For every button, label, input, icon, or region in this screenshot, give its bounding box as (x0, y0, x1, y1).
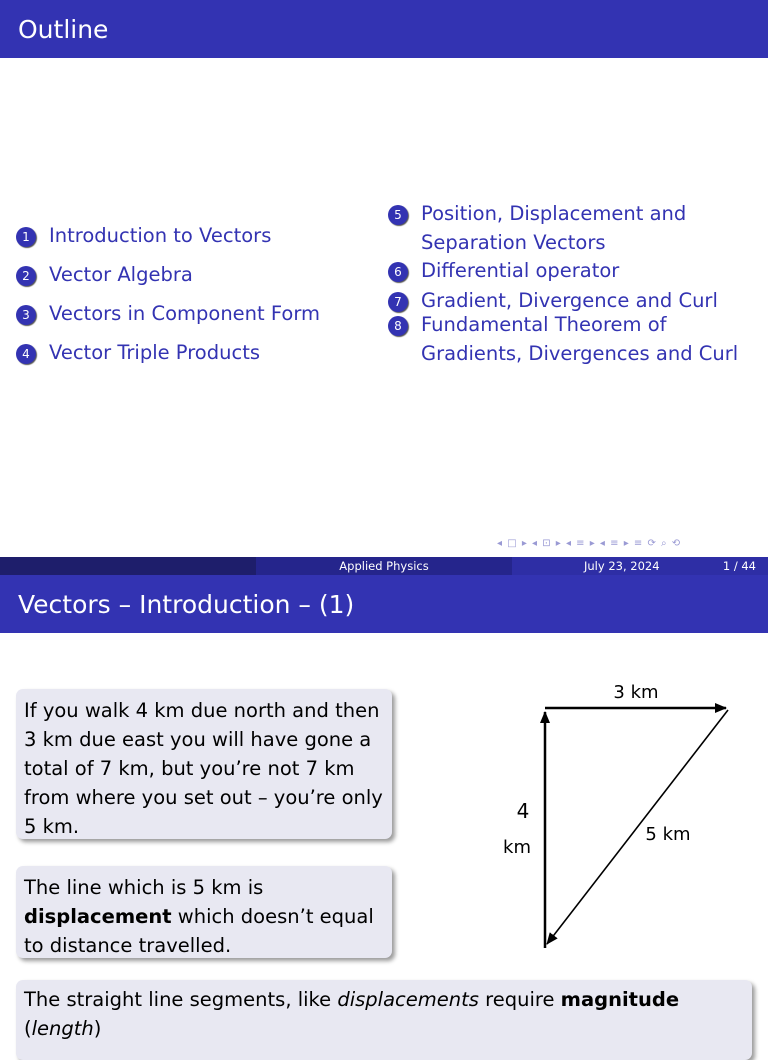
block-text-fragment: The straight line segments, like (24, 988, 338, 1011)
footer-center-section (256, 557, 512, 575)
block-text-fragment: which doesn’t equal (171, 905, 374, 928)
block-text-line: from where you set out – you’re only (24, 786, 383, 809)
block-text-fragment: ( (24, 1017, 32, 1040)
toc-item-line2: Gradients, Divergences and Curl (421, 342, 739, 365)
toc-number-badge: 1 (16, 227, 36, 247)
block-text-line: 3 km due east you will have gone a (24, 728, 372, 751)
toc-number-badge: 6 (388, 262, 408, 282)
block-text-line: 5 km. (24, 815, 80, 838)
label-km: km (503, 837, 531, 858)
beamer-navigation-icons[interactable]: ◂ □ ▸ ◂ ⊡ ▸ ◂ ≡ ▸ ◂ ≡ ▸ ≡ ⟳ ⌕ ⟲ (497, 538, 682, 549)
toc-item-4[interactable] (16, 341, 260, 367)
toc-item-label: Introduction to Vectors (49, 224, 272, 247)
toc-number-badge: 5 (388, 205, 408, 225)
toc-item-label: Differential operator (421, 259, 620, 282)
toc-number-badge: 2 (16, 266, 36, 286)
toc-item-2[interactable] (16, 263, 193, 289)
toc-number-badge: 8 (388, 316, 408, 336)
footer-left-section (0, 557, 256, 575)
label-5km: 5 km (645, 824, 691, 845)
block-text-fragment: ) (93, 1017, 102, 1040)
slide-title-outline (0, 0, 768, 58)
toc-item-label (421, 199, 686, 257)
footer-date: July 23, 2024 (584, 559, 660, 573)
slide-footer (0, 557, 768, 575)
toc-item-line1: Fundamental Theorem of (421, 313, 667, 336)
block-text-line: If you walk 4 km due north and then (24, 699, 380, 722)
block-text-line: to distance travelled. (24, 934, 232, 957)
toc-item-label: Vector Algebra (49, 263, 193, 286)
toc-item-1[interactable] (16, 224, 271, 250)
block-text-line: The line which is 5 km is (24, 876, 264, 899)
slide-title-vectors-intro (0, 575, 768, 633)
slide-title-text: Outline (18, 14, 109, 44)
block-text-line: total of 7 km, but you’re not 7 km (24, 757, 355, 780)
displacement-triangle-diagram (490, 670, 760, 960)
footer-page-number: 1 / 44 (722, 559, 756, 573)
toc-item-label (421, 310, 738, 368)
italic-term-length: length (31, 1017, 94, 1040)
toc-item-line1: Position, Displacement and (421, 202, 687, 225)
label-3km: 3 km (613, 682, 659, 703)
toc-number-badge: 7 (388, 292, 408, 312)
toc-item-6[interactable] (388, 259, 619, 285)
bold-term-displacement: displacement (24, 905, 172, 928)
footer-right-section (512, 557, 768, 575)
toc-item-label: Vector Triple Products (49, 341, 261, 364)
displacement-arrow (547, 710, 728, 944)
toc-item-8[interactable] (388, 313, 738, 368)
displacement-block (16, 866, 392, 958)
toc-item-3[interactable] (16, 302, 320, 328)
toc-item-5[interactable] (388, 202, 686, 257)
block-text-fragment: require (478, 988, 561, 1011)
slide-title-text: Vectors – Introduction – (1) (18, 589, 355, 619)
toc-number-badge: 3 (16, 305, 36, 325)
label-4: 4 (516, 799, 530, 823)
toc-item-line2: Separation Vectors (421, 231, 606, 254)
magnitude-direction-block (16, 980, 752, 1060)
toc-number-badge: 4 (16, 344, 36, 364)
example-block-walk (16, 689, 392, 839)
toc-item-label: Vectors in Component Form (49, 302, 321, 325)
italic-term-displacements: displacements (337, 988, 479, 1011)
bold-term-magnitude: magnitude (560, 988, 680, 1011)
toc-item-label: Gradient, Divergence and Curl (421, 289, 718, 312)
footer-course-title: Applied Physics (339, 559, 429, 573)
